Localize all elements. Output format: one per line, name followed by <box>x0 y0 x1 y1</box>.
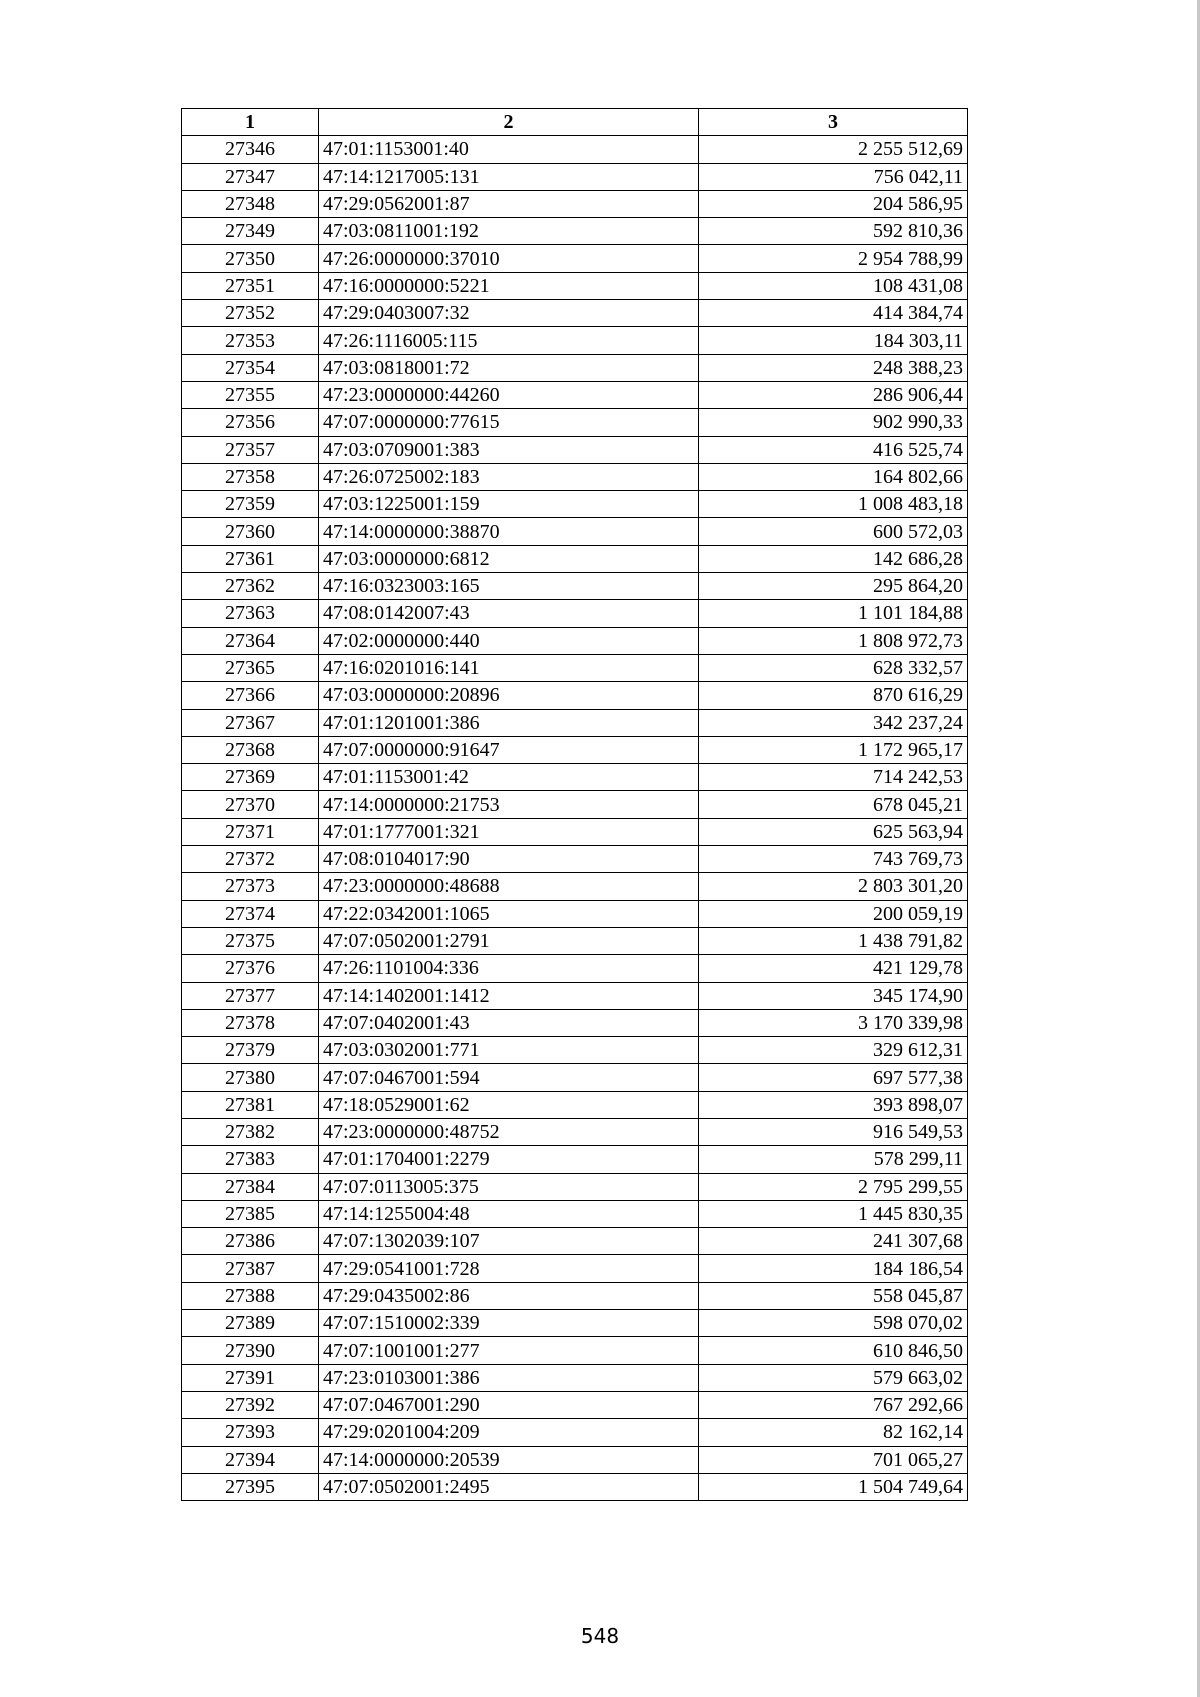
table-row <box>182 218 968 245</box>
value-cell: 1 504 749,64 <box>699 1473 968 1500</box>
value-cell: 393 898,07 <box>699 1091 968 1118</box>
cadastral-number-cell: 47:07:0402001:43 <box>319 1009 699 1036</box>
row-number-cell: 27349 <box>182 218 319 245</box>
value-cell: 329 612,31 <box>699 1037 968 1064</box>
value-cell: 2 255 512,69 <box>699 136 968 163</box>
row-number-cell: 27359 <box>182 491 319 518</box>
table-row <box>182 1446 968 1473</box>
cadastral-number-cell: 47:01:1153001:40 <box>319 136 699 163</box>
value-cell: 342 237,24 <box>699 709 968 736</box>
row-number-cell: 27367 <box>182 709 319 736</box>
cadastral-number-cell: 47:08:0104017:90 <box>319 846 699 873</box>
row-number-cell: 27372 <box>182 846 319 873</box>
row-number-cell: 27377 <box>182 982 319 1009</box>
cadastral-number-cell: 47:23:0000000:48688 <box>319 873 699 900</box>
cadastral-number-cell: 47:29:0541001:728 <box>319 1255 699 1282</box>
row-number-cell: 27395 <box>182 1473 319 1500</box>
cadastral-number-cell: 47:07:1001001:277 <box>319 1337 699 1364</box>
row-number-cell: 27391 <box>182 1364 319 1391</box>
table-row <box>182 1310 968 1337</box>
value-cell: 295 864,20 <box>699 573 968 600</box>
row-number-cell: 27361 <box>182 545 319 572</box>
table-row <box>182 491 968 518</box>
table-row <box>182 1337 968 1364</box>
cadastral-number-cell: 47:03:0000000:20896 <box>319 682 699 709</box>
value-cell: 600 572,03 <box>699 518 968 545</box>
table-row <box>182 1391 968 1418</box>
value-cell: 345 174,90 <box>699 982 968 1009</box>
cadastral-number-cell: 47:23:0000000:48752 <box>319 1118 699 1145</box>
cadastral-number-cell: 47:07:0502001:2495 <box>319 1473 699 1500</box>
row-number-cell: 27364 <box>182 627 319 654</box>
row-number-cell: 27390 <box>182 1337 319 1364</box>
row-number-cell: 27356 <box>182 409 319 436</box>
value-cell: 416 525,74 <box>699 436 968 463</box>
row-number-cell: 27394 <box>182 1446 319 1473</box>
table-row <box>182 982 968 1009</box>
column-header-3: 3 <box>699 109 968 136</box>
cadastral-number-cell: 47:07:1510002:339 <box>319 1310 699 1337</box>
row-number-cell: 27378 <box>182 1009 319 1036</box>
table-row <box>182 136 968 163</box>
table-row <box>182 300 968 327</box>
table-row <box>182 436 968 463</box>
row-number-cell: 27382 <box>182 1118 319 1145</box>
table-row <box>182 764 968 791</box>
cadastral-number-cell: 47:18:0529001:62 <box>319 1091 699 1118</box>
value-cell: 414 384,74 <box>699 300 968 327</box>
table-row <box>182 900 968 927</box>
table-row <box>182 600 968 627</box>
value-cell: 204 586,95 <box>699 190 968 217</box>
cadastral-number-cell: 47:07:0000000:77615 <box>319 409 699 436</box>
table-row <box>182 463 968 490</box>
table-row <box>182 1473 968 1500</box>
column-header-1: 1 <box>182 109 319 136</box>
row-number-cell: 27362 <box>182 573 319 600</box>
cadastral-number-cell: 47:14:0000000:21753 <box>319 791 699 818</box>
value-cell: 578 299,11 <box>699 1146 968 1173</box>
table-row <box>182 955 968 982</box>
row-number-cell: 27383 <box>182 1146 319 1173</box>
cadastral-number-cell: 47:07:0467001:594 <box>319 1064 699 1091</box>
value-cell: 1 172 965,17 <box>699 736 968 763</box>
row-number-cell: 27389 <box>182 1310 319 1337</box>
row-number-cell: 27393 <box>182 1419 319 1446</box>
value-cell: 756 042,11 <box>699 163 968 190</box>
row-number-cell: 27379 <box>182 1037 319 1064</box>
table-row <box>182 272 968 299</box>
value-cell: 1 008 483,18 <box>699 491 968 518</box>
value-cell: 697 577,38 <box>699 1064 968 1091</box>
value-cell: 184 303,11 <box>699 327 968 354</box>
table-row <box>182 573 968 600</box>
table-row <box>182 846 968 873</box>
cadastral-number-cell: 47:16:0000000:5221 <box>319 272 699 299</box>
cadastral-number-cell: 47:03:1225001:159 <box>319 491 699 518</box>
value-cell: 2 803 301,20 <box>699 873 968 900</box>
row-number-cell: 27365 <box>182 654 319 681</box>
table-row <box>182 1282 968 1309</box>
cadastral-number-cell: 47:29:0435002:86 <box>319 1282 699 1309</box>
value-cell: 142 686,28 <box>699 545 968 572</box>
table-row <box>182 1037 968 1064</box>
row-number-cell: 27373 <box>182 873 319 900</box>
row-number-cell: 27350 <box>182 245 319 272</box>
cadastral-number-cell: 47:22:0342001:1065 <box>319 900 699 927</box>
row-number-cell: 27347 <box>182 163 319 190</box>
row-number-cell: 27375 <box>182 927 319 954</box>
value-cell: 701 065,27 <box>699 1446 968 1473</box>
table-row <box>182 190 968 217</box>
cadastral-number-cell: 47:02:0000000:440 <box>319 627 699 654</box>
cadastral-number-cell: 47:07:0502001:2791 <box>319 927 699 954</box>
cadastral-number-cell: 47:26:0000000:37010 <box>319 245 699 272</box>
table-row <box>182 654 968 681</box>
page-number: 548 <box>580 1624 620 1648</box>
value-cell: 743 769,73 <box>699 846 968 873</box>
row-number-cell: 27346 <box>182 136 319 163</box>
row-number-cell: 27380 <box>182 1064 319 1091</box>
table-row <box>182 1200 968 1227</box>
cadastral-number-cell: 47:07:0467001:290 <box>319 1391 699 1418</box>
table-row <box>182 682 968 709</box>
cadastral-number-cell: 47:14:1402001:1412 <box>319 982 699 1009</box>
row-number-cell: 27355 <box>182 381 319 408</box>
value-cell: 286 906,44 <box>699 381 968 408</box>
row-number-cell: 27384 <box>182 1173 319 1200</box>
table-row <box>182 1091 968 1118</box>
value-cell: 1 101 184,88 <box>699 600 968 627</box>
table-row <box>182 1009 968 1036</box>
row-number-cell: 27369 <box>182 764 319 791</box>
cadastral-number-cell: 47:16:0201016:141 <box>319 654 699 681</box>
table-row <box>182 1173 968 1200</box>
value-cell: 108 431,08 <box>699 272 968 299</box>
table-row <box>182 1255 968 1282</box>
value-cell: 241 307,68 <box>699 1228 968 1255</box>
value-cell: 610 846,50 <box>699 1337 968 1364</box>
row-number-cell: 27360 <box>182 518 319 545</box>
cadastral-number-cell: 47:14:0000000:20539 <box>319 1446 699 1473</box>
value-cell: 678 045,21 <box>699 791 968 818</box>
cadastral-number-cell: 47:03:0302001:771 <box>319 1037 699 1064</box>
table-row <box>182 409 968 436</box>
value-cell: 767 292,66 <box>699 1391 968 1418</box>
row-number-cell: 27354 <box>182 354 319 381</box>
table-row <box>182 627 968 654</box>
row-number-cell: 27363 <box>182 600 319 627</box>
cadastral-number-cell: 47:03:0818001:72 <box>319 354 699 381</box>
cadastral-number-cell: 47:03:0811001:192 <box>319 218 699 245</box>
data-table <box>181 108 968 1501</box>
table-row <box>182 873 968 900</box>
row-number-cell: 27376 <box>182 955 319 982</box>
row-number-cell: 27357 <box>182 436 319 463</box>
value-cell: 3 170 339,98 <box>699 1009 968 1036</box>
cadastral-number-cell: 47:07:1302039:107 <box>319 1228 699 1255</box>
row-number-cell: 27385 <box>182 1200 319 1227</box>
table-row <box>182 1064 968 1091</box>
table-row <box>182 518 968 545</box>
cadastral-number-cell: 47:14:1255004:48 <box>319 1200 699 1227</box>
cadastral-number-cell: 47:14:0000000:38870 <box>319 518 699 545</box>
row-number-cell: 27368 <box>182 736 319 763</box>
table-row <box>182 163 968 190</box>
cadastral-number-cell: 47:01:1201001:386 <box>319 709 699 736</box>
value-cell: 902 990,33 <box>699 409 968 436</box>
value-cell: 592 810,36 <box>699 218 968 245</box>
value-cell: 598 070,02 <box>699 1310 968 1337</box>
value-cell: 625 563,94 <box>699 818 968 845</box>
table-row <box>182 791 968 818</box>
row-number-cell: 27351 <box>182 272 319 299</box>
row-number-cell: 27371 <box>182 818 319 845</box>
cadastral-number-cell: 47:03:0000000:6812 <box>319 545 699 572</box>
value-cell: 714 242,53 <box>699 764 968 791</box>
cadastral-number-cell: 47:14:1217005:131 <box>319 163 699 190</box>
cadastral-number-cell: 47:07:0113005:375 <box>319 1173 699 1200</box>
value-cell: 1 445 830,35 <box>699 1200 968 1227</box>
value-cell: 82 162,14 <box>699 1419 968 1446</box>
row-number-cell: 27381 <box>182 1091 319 1118</box>
table-row <box>182 245 968 272</box>
table-row <box>182 327 968 354</box>
table-header <box>182 109 968 136</box>
table-row <box>182 1419 968 1446</box>
table-row <box>182 1146 968 1173</box>
value-cell: 421 129,78 <box>699 955 968 982</box>
cadastral-number-cell: 47:01:1153001:42 <box>319 764 699 791</box>
value-cell: 2 954 788,99 <box>699 245 968 272</box>
value-cell: 558 045,87 <box>699 1282 968 1309</box>
row-number-cell: 27370 <box>182 791 319 818</box>
cadastral-number-cell: 47:03:0709001:383 <box>319 436 699 463</box>
cadastral-number-cell: 47:29:0562001:87 <box>319 190 699 217</box>
cadastral-number-cell: 47:29:0403007:32 <box>319 300 699 327</box>
value-cell: 628 332,57 <box>699 654 968 681</box>
row-number-cell: 27352 <box>182 300 319 327</box>
row-number-cell: 27358 <box>182 463 319 490</box>
cadastral-number-cell: 47:07:0000000:91647 <box>319 736 699 763</box>
row-number-cell: 27386 <box>182 1228 319 1255</box>
row-number-cell: 27374 <box>182 900 319 927</box>
value-cell: 200 059,19 <box>699 900 968 927</box>
cadastral-number-cell: 47:23:0103001:386 <box>319 1364 699 1391</box>
value-cell: 164 802,66 <box>699 463 968 490</box>
table-row <box>182 381 968 408</box>
table-row <box>182 736 968 763</box>
value-cell: 579 663,02 <box>699 1364 968 1391</box>
value-cell: 1 438 791,82 <box>699 927 968 954</box>
table-row <box>182 354 968 381</box>
row-number-cell: 27387 <box>182 1255 319 1282</box>
table-row <box>182 1118 968 1145</box>
table-row <box>182 709 968 736</box>
row-number-cell: 27348 <box>182 190 319 217</box>
table-row <box>182 927 968 954</box>
header-row <box>182 109 968 136</box>
cadastral-number-cell: 47:26:0725002:183 <box>319 463 699 490</box>
value-cell: 916 549,53 <box>699 1118 968 1145</box>
cadastral-number-cell: 47:23:0000000:44260 <box>319 381 699 408</box>
row-number-cell: 27388 <box>182 1282 319 1309</box>
row-number-cell: 27366 <box>182 682 319 709</box>
cadastral-number-cell: 47:01:1704001:2279 <box>319 1146 699 1173</box>
cadastral-number-cell: 47:26:1101004:336 <box>319 955 699 982</box>
table-row <box>182 818 968 845</box>
value-cell: 2 795 299,55 <box>699 1173 968 1200</box>
column-header-2: 2 <box>319 109 699 136</box>
value-cell: 1 808 972,73 <box>699 627 968 654</box>
table-row <box>182 1364 968 1391</box>
cadastral-number-cell: 47:08:0142007:43 <box>319 600 699 627</box>
cadastral-number-cell: 47:01:1777001:321 <box>319 818 699 845</box>
row-number-cell: 27353 <box>182 327 319 354</box>
cadastral-number-cell: 47:26:1116005:115 <box>319 327 699 354</box>
cadastral-number-cell: 47:29:0201004:209 <box>319 1419 699 1446</box>
table-row <box>182 545 968 572</box>
table-row <box>182 1228 968 1255</box>
cadastral-number-cell: 47:16:0323003:165 <box>319 573 699 600</box>
value-cell: 248 388,23 <box>699 354 968 381</box>
table-body <box>182 136 968 1501</box>
row-number-cell: 27392 <box>182 1391 319 1418</box>
value-cell: 184 186,54 <box>699 1255 968 1282</box>
value-cell: 870 616,29 <box>699 682 968 709</box>
